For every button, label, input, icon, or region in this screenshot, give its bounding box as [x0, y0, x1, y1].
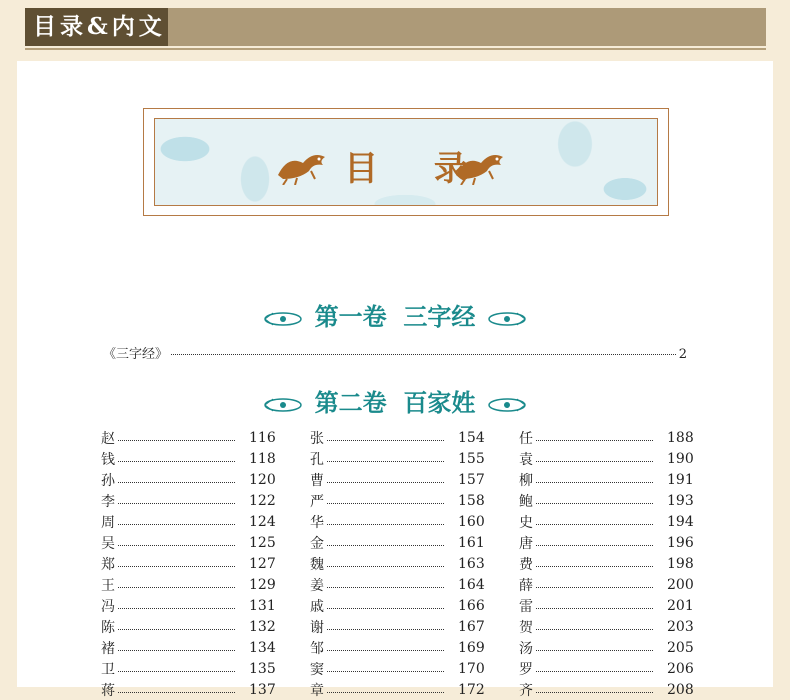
surname: 魏 [310, 556, 324, 573]
surname: 任 [519, 430, 533, 447]
leader-dots [118, 650, 235, 651]
leader-dots [327, 608, 444, 609]
toc-row[interactable] [101, 679, 283, 700]
surname: 李 [101, 493, 115, 510]
leader-dots [536, 587, 653, 588]
leader-dots [536, 440, 653, 441]
page-number: 160 [458, 513, 485, 530]
surname-column-2 [310, 427, 492, 700]
surname: 赵 [101, 430, 115, 447]
leader-dots [536, 692, 653, 693]
page-number: 132 [249, 618, 276, 635]
leader-dots [171, 354, 676, 355]
scroll-ornament-right-icon [487, 309, 527, 329]
toc-row[interactable] [310, 490, 492, 511]
toc-row[interactable] [519, 574, 701, 595]
toc-row[interactable] [101, 637, 283, 658]
scroll-ornament-left-icon [263, 309, 303, 329]
leader-dots [536, 608, 653, 609]
leader-dots [327, 692, 444, 693]
surname: 薛 [519, 577, 533, 594]
toc-row[interactable] [310, 616, 492, 637]
surname: 柳 [519, 472, 533, 489]
leader-dots [327, 566, 444, 567]
surname: 费 [519, 556, 533, 573]
toc-entry-page: 2 [678, 347, 687, 362]
surname: 郑 [101, 556, 115, 573]
page-number: 170 [458, 660, 485, 677]
leader-dots [118, 608, 235, 609]
page-number: 201 [667, 597, 694, 614]
book-page [17, 61, 773, 699]
page-number: 127 [249, 555, 276, 572]
toc-row[interactable] [519, 490, 701, 511]
leader-dots [118, 545, 235, 546]
toc-row[interactable] [519, 595, 701, 616]
contents-title: 目 录 [344, 149, 490, 189]
surname: 王 [101, 577, 115, 594]
page-number: 188 [667, 429, 694, 446]
page-number: 155 [458, 450, 485, 467]
toc-row[interactable] [101, 469, 283, 490]
surname: 雷 [519, 598, 533, 615]
leader-dots [118, 503, 235, 504]
leader-dots [118, 692, 235, 693]
page-number: 166 [458, 597, 485, 614]
toc-row[interactable] [519, 532, 701, 553]
toc-row[interactable] [310, 574, 492, 595]
toc-row[interactable] [101, 658, 283, 679]
surname: 谢 [310, 619, 324, 636]
page-number: 196 [667, 534, 694, 551]
header-tab-label: 目录&内文 [25, 8, 168, 46]
page-number: 194 [667, 513, 694, 530]
title-frame [143, 108, 669, 216]
leader-dots [536, 461, 653, 462]
header-bar [25, 8, 766, 46]
surname: 陈 [101, 619, 115, 636]
surname: 齐 [519, 682, 533, 699]
volume-1-title: 第一卷 三字经 [314, 302, 476, 331]
page-number: 167 [458, 618, 485, 635]
surname: 章 [310, 682, 324, 699]
surname: 钱 [101, 451, 115, 468]
toc-row[interactable] [310, 448, 492, 469]
toc-row[interactable] [519, 469, 701, 490]
surname: 吴 [101, 535, 115, 552]
toc-row[interactable] [310, 532, 492, 553]
leader-dots [118, 461, 235, 462]
leader-dots [536, 629, 653, 630]
surname: 贺 [519, 619, 533, 636]
page-number: 137 [249, 681, 276, 698]
surname: 邹 [310, 640, 324, 657]
page-number: 198 [667, 555, 694, 572]
surname: 孔 [310, 451, 324, 468]
surname: 史 [519, 514, 533, 531]
page-number: 122 [249, 492, 276, 509]
toc-row[interactable] [310, 469, 492, 490]
surname: 袁 [519, 451, 533, 468]
leader-dots [536, 545, 653, 546]
surname: 褚 [101, 640, 115, 657]
toc-row[interactable] [519, 448, 701, 469]
surname: 汤 [519, 640, 533, 657]
page-number: 164 [458, 576, 485, 593]
page-number: 134 [249, 639, 276, 656]
leader-dots [118, 671, 235, 672]
toc-row[interactable] [101, 595, 283, 616]
toc-entry-name: 《三字经》 [103, 347, 169, 362]
toc-row[interactable] [519, 658, 701, 679]
toc-row[interactable] [310, 595, 492, 616]
toc-row[interactable] [310, 679, 492, 700]
surname-column-3 [519, 427, 701, 700]
page-number: 205 [667, 639, 694, 656]
page-number: 163 [458, 555, 485, 572]
toc-row[interactable] [101, 532, 283, 553]
surname: 冯 [101, 598, 115, 615]
surname: 金 [310, 535, 324, 552]
toc-row[interactable] [101, 553, 283, 574]
toc-row[interactable] [101, 574, 283, 595]
leader-dots [536, 524, 653, 525]
surname: 严 [310, 493, 324, 510]
page-number: 116 [249, 429, 276, 446]
page-number: 200 [667, 576, 694, 593]
surname: 曹 [310, 472, 324, 489]
surname: 周 [101, 514, 115, 531]
surname-column-1 [101, 427, 283, 700]
surname: 蒋 [101, 682, 115, 699]
volume-1-heading [17, 297, 773, 332]
leader-dots [327, 440, 444, 441]
page-number: 203 [667, 618, 694, 635]
page-number: 208 [667, 681, 694, 698]
page-number: 169 [458, 639, 485, 656]
page-number: 157 [458, 471, 485, 488]
page-number: 190 [667, 450, 694, 467]
toc-row[interactable] [310, 511, 492, 532]
toc-row[interactable] [101, 511, 283, 532]
toc-row[interactable] [310, 658, 492, 679]
page-number: 125 [249, 534, 276, 551]
toc-row[interactable] [310, 427, 492, 448]
toc-row[interactable] [519, 637, 701, 658]
leader-dots [327, 671, 444, 672]
surname: 张 [310, 430, 324, 447]
title-pattern-panel [154, 118, 658, 206]
page-number: 135 [249, 660, 276, 677]
leader-dots [118, 566, 235, 567]
toc-row[interactable] [101, 448, 283, 469]
surname: 卫 [101, 661, 115, 678]
volume-2-title: 第二卷 百家姓 [314, 388, 476, 417]
toc-row[interactable] [101, 490, 283, 511]
surname: 戚 [310, 598, 324, 615]
page-number: 191 [667, 471, 694, 488]
leader-dots [327, 545, 444, 546]
leader-dots [327, 524, 444, 525]
leader-dots [536, 671, 653, 672]
page-number: 158 [458, 492, 485, 509]
surname: 鲍 [519, 493, 533, 510]
header-divider [25, 48, 766, 50]
page-number: 172 [458, 681, 485, 698]
leader-dots [118, 587, 235, 588]
toc-row[interactable] [101, 427, 283, 448]
leader-dots [327, 629, 444, 630]
surname: 窦 [310, 661, 324, 678]
page-number: 161 [458, 534, 485, 551]
leader-dots [536, 650, 653, 651]
surname: 唐 [519, 535, 533, 552]
leader-dots [327, 461, 444, 462]
toc-row[interactable] [519, 679, 701, 700]
scroll-ornament-left-icon [263, 395, 303, 415]
leader-dots [327, 503, 444, 504]
toc-row[interactable] [101, 616, 283, 637]
toc-row[interactable] [519, 511, 701, 532]
toc-row[interactable] [519, 553, 701, 574]
surname: 孙 [101, 472, 115, 489]
leader-dots [118, 524, 235, 525]
toc-row[interactable] [519, 616, 701, 637]
toc-row[interactable] [310, 637, 492, 658]
leader-dots [536, 503, 653, 504]
toc-entry-sanzijing[interactable] [103, 343, 687, 362]
scroll-ornament-right-icon [487, 395, 527, 415]
page-number: 131 [249, 597, 276, 614]
surname: 罗 [519, 661, 533, 678]
leader-dots [327, 482, 444, 483]
page-number: 118 [249, 450, 276, 467]
page-number: 206 [667, 660, 694, 677]
surname: 姜 [310, 577, 324, 594]
toc-row[interactable] [310, 553, 492, 574]
page-number: 154 [458, 429, 485, 446]
leader-dots [327, 650, 444, 651]
surname: 华 [310, 514, 324, 531]
page-number: 120 [249, 471, 276, 488]
volume-2-heading [17, 383, 773, 418]
leader-dots [536, 566, 653, 567]
leader-dots [118, 440, 235, 441]
toc-row[interactable] [519, 427, 701, 448]
leader-dots [327, 587, 444, 588]
page-number: 124 [249, 513, 276, 530]
page-number: 129 [249, 576, 276, 593]
leader-dots [118, 482, 235, 483]
page-number: 193 [667, 492, 694, 509]
leader-dots [536, 482, 653, 483]
leader-dots [118, 629, 235, 630]
